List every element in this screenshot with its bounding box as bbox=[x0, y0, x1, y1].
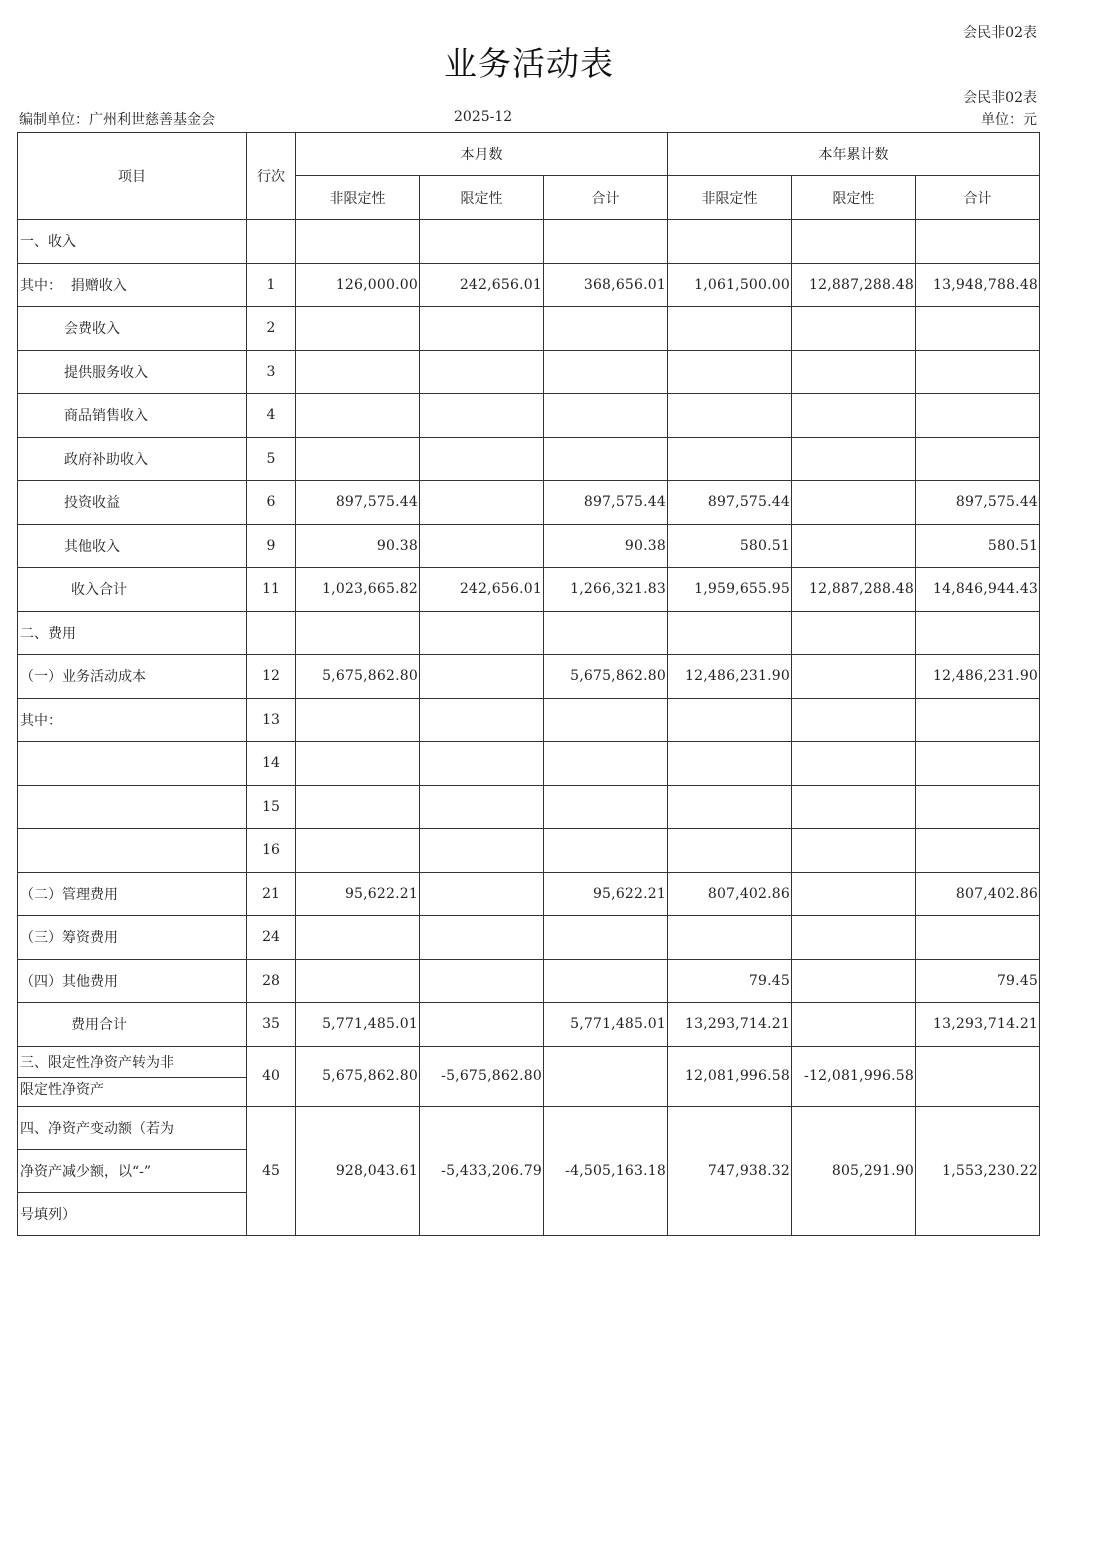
cell-year-unrestricted: 1,959,655.95 bbox=[668, 568, 792, 612]
cell-month-restricted: -5,433,206.79 bbox=[420, 1106, 544, 1236]
header-month-unrestricted: 非限定性 bbox=[296, 176, 420, 220]
cell-year-unrestricted: 13,293,714.21 bbox=[668, 1003, 792, 1047]
table-row bbox=[18, 785, 1040, 829]
cell-year-restricted bbox=[792, 655, 916, 699]
table-row bbox=[18, 742, 1040, 786]
table-row bbox=[18, 481, 1040, 525]
cell-month-restricted bbox=[420, 872, 544, 916]
table-row bbox=[18, 307, 1040, 351]
row-line-no: 35 bbox=[247, 1003, 296, 1047]
cell-month-restricted bbox=[420, 829, 544, 873]
cell-year-unrestricted bbox=[668, 611, 792, 655]
cell-month-restricted: 242,656.01 bbox=[420, 263, 544, 307]
cell-year-total: 79.45 bbox=[916, 959, 1040, 1003]
cell-month-unrestricted bbox=[296, 350, 420, 394]
table-row bbox=[18, 872, 1040, 916]
table-row-net-asset-change bbox=[18, 1106, 1040, 1149]
cell-year-unrestricted bbox=[668, 220, 792, 264]
row-line-no: 3 bbox=[247, 350, 296, 394]
row-label-line1: 四、净资产变动额（若为 bbox=[18, 1106, 247, 1149]
row-label bbox=[18, 742, 247, 786]
unit-label: 单位：元 bbox=[981, 112, 1037, 128]
row-label: 其中： bbox=[18, 698, 247, 742]
row-label: 费用合计 bbox=[18, 1003, 247, 1047]
row-line-no: 4 bbox=[247, 394, 296, 438]
table-row bbox=[18, 611, 1040, 655]
header-year-to-date: 本年累计数 bbox=[668, 133, 1040, 176]
cell-month-total: 5,675,862.80 bbox=[544, 655, 668, 699]
cell-year-unrestricted: 897,575.44 bbox=[668, 481, 792, 525]
cell-year-unrestricted bbox=[668, 437, 792, 481]
cell-month-restricted bbox=[420, 1003, 544, 1047]
row-line-no: 5 bbox=[247, 437, 296, 481]
cell-year-total bbox=[916, 394, 1040, 438]
row-line-no: 6 bbox=[247, 481, 296, 525]
cell-year-unrestricted bbox=[668, 829, 792, 873]
cell-year-total: 13,948,788.48 bbox=[916, 263, 1040, 307]
header-item: 项目 bbox=[18, 133, 247, 220]
cell-month-restricted bbox=[420, 481, 544, 525]
row-line-no: 1 bbox=[247, 263, 296, 307]
cell-year-total bbox=[916, 220, 1040, 264]
cell-month-restricted bbox=[420, 698, 544, 742]
table-row bbox=[18, 829, 1040, 873]
row-label: 其中： 捐赠收入 bbox=[18, 263, 247, 307]
cell-month-unrestricted bbox=[296, 959, 420, 1003]
cell-month-total bbox=[544, 220, 668, 264]
row-line-no: 13 bbox=[247, 698, 296, 742]
cell-month-restricted bbox=[420, 655, 544, 699]
cell-year-total: 12,486,231.90 bbox=[916, 655, 1040, 699]
table-row bbox=[18, 437, 1040, 481]
cell-month-unrestricted: 95,622.21 bbox=[296, 872, 420, 916]
table-row-expense-total bbox=[18, 1003, 1040, 1047]
cell-year-restricted bbox=[792, 698, 916, 742]
cell-year-total bbox=[916, 307, 1040, 351]
cell-month-total bbox=[544, 307, 668, 351]
row-label: （一）业务活动成本 bbox=[18, 655, 247, 699]
cell-year-restricted bbox=[792, 524, 916, 568]
cell-month-total: 897,575.44 bbox=[544, 481, 668, 525]
row-label bbox=[18, 829, 247, 873]
cell-year-total bbox=[916, 611, 1040, 655]
row-line-no: 2 bbox=[247, 307, 296, 351]
cell-year-unrestricted: 580.51 bbox=[668, 524, 792, 568]
cell-year-restricted bbox=[792, 959, 916, 1003]
table-row bbox=[18, 698, 1040, 742]
cell-month-restricted bbox=[420, 437, 544, 481]
report-period: 2025-12 bbox=[454, 109, 513, 125]
row-label: 商品销售收入 bbox=[18, 394, 247, 438]
cell-month-unrestricted bbox=[296, 611, 420, 655]
cell-month-restricted bbox=[420, 350, 544, 394]
cell-year-restricted bbox=[792, 829, 916, 873]
row-label: 投资收益 bbox=[18, 481, 247, 525]
row-label bbox=[18, 785, 247, 829]
header-year-unrestricted: 非限定性 bbox=[668, 176, 792, 220]
form-code-top: 会民非02表 bbox=[963, 25, 1037, 41]
cell-month-restricted: -5,675,862.80 bbox=[420, 1046, 544, 1106]
cell-month-total bbox=[544, 611, 668, 655]
cell-month-unrestricted bbox=[296, 785, 420, 829]
cell-year-unrestricted: 747,938.32 bbox=[668, 1106, 792, 1236]
cell-month-total: 1,266,321.83 bbox=[544, 568, 668, 612]
row-line-no: 21 bbox=[247, 872, 296, 916]
cell-month-unrestricted: 90.38 bbox=[296, 524, 420, 568]
cell-year-total bbox=[916, 350, 1040, 394]
cell-month-total bbox=[544, 437, 668, 481]
cell-month-restricted bbox=[420, 394, 544, 438]
cell-year-unrestricted bbox=[668, 785, 792, 829]
cell-year-restricted bbox=[792, 742, 916, 786]
row-line-no: 9 bbox=[247, 524, 296, 568]
row-label: 提供服务收入 bbox=[18, 350, 247, 394]
cell-year-total: 580.51 bbox=[916, 524, 1040, 568]
cell-year-total: 14,846,944.43 bbox=[916, 568, 1040, 612]
cell-month-total bbox=[544, 829, 668, 873]
cell-year-unrestricted bbox=[668, 394, 792, 438]
row-label: （二）管理费用 bbox=[18, 872, 247, 916]
cell-year-unrestricted bbox=[668, 350, 792, 394]
cell-month-unrestricted bbox=[296, 307, 420, 351]
cell-month-unrestricted bbox=[296, 742, 420, 786]
row-line-no: 12 bbox=[247, 655, 296, 699]
cell-year-restricted: 12,887,288.48 bbox=[792, 263, 916, 307]
cell-year-restricted bbox=[792, 785, 916, 829]
header-month-restricted: 限定性 bbox=[420, 176, 544, 220]
org-label: 编制单位：广州利世慈善基金会 bbox=[19, 112, 215, 128]
cell-month-restricted bbox=[420, 742, 544, 786]
row-line-no: 11 bbox=[247, 568, 296, 612]
cell-month-unrestricted: 5,675,862.80 bbox=[296, 655, 420, 699]
cell-month-restricted bbox=[420, 220, 544, 264]
cell-month-unrestricted bbox=[296, 220, 420, 264]
row-label-line1: 三、限定性净资产转为非 bbox=[18, 1046, 247, 1077]
row-line-no bbox=[247, 220, 296, 264]
cell-year-restricted: 805,291.90 bbox=[792, 1106, 916, 1236]
cell-month-total bbox=[544, 959, 668, 1003]
cell-month-total bbox=[544, 394, 668, 438]
row-line-no: 40 bbox=[247, 1046, 296, 1106]
cell-year-unrestricted bbox=[668, 916, 792, 960]
business-activity-table bbox=[17, 132, 1040, 1236]
cell-year-restricted bbox=[792, 220, 916, 264]
cell-month-restricted bbox=[420, 307, 544, 351]
cell-year-restricted bbox=[792, 437, 916, 481]
cell-month-total: 95,622.21 bbox=[544, 872, 668, 916]
row-label: 会费收入 bbox=[18, 307, 247, 351]
cell-year-unrestricted bbox=[668, 307, 792, 351]
cell-month-total bbox=[544, 1046, 668, 1106]
row-label: （三）筹资费用 bbox=[18, 916, 247, 960]
row-label: 收入合计 bbox=[18, 568, 247, 612]
cell-year-restricted bbox=[792, 307, 916, 351]
cell-year-restricted: 12,887,288.48 bbox=[792, 568, 916, 612]
cell-month-unrestricted: 5,675,862.80 bbox=[296, 1046, 420, 1106]
cell-month-total: 368,656.01 bbox=[544, 263, 668, 307]
cell-year-unrestricted: 807,402.86 bbox=[668, 872, 792, 916]
cell-month-unrestricted bbox=[296, 437, 420, 481]
header-line-no: 行次 bbox=[247, 133, 296, 220]
cell-month-total: 5,771,485.01 bbox=[544, 1003, 668, 1047]
table-row bbox=[18, 655, 1040, 699]
cell-month-total bbox=[544, 350, 668, 394]
table-row bbox=[18, 350, 1040, 394]
cell-year-unrestricted bbox=[668, 698, 792, 742]
header-year-total: 合计 bbox=[916, 176, 1040, 220]
cell-month-total: 90.38 bbox=[544, 524, 668, 568]
cell-year-total bbox=[916, 437, 1040, 481]
row-line-no: 28 bbox=[247, 959, 296, 1003]
cell-month-total bbox=[544, 916, 668, 960]
cell-year-unrestricted bbox=[668, 742, 792, 786]
cell-year-unrestricted: 79.45 bbox=[668, 959, 792, 1003]
cell-year-unrestricted: 12,486,231.90 bbox=[668, 655, 792, 699]
cell-year-total bbox=[916, 916, 1040, 960]
header-current-month: 本月数 bbox=[296, 133, 668, 176]
table-row bbox=[18, 959, 1040, 1003]
cell-month-restricted bbox=[420, 785, 544, 829]
header-year-restricted: 限定性 bbox=[792, 176, 916, 220]
cell-month-unrestricted bbox=[296, 829, 420, 873]
table-row bbox=[18, 263, 1040, 307]
table-row bbox=[18, 916, 1040, 960]
form-code: 会民非02表 bbox=[963, 90, 1037, 106]
row-line-no bbox=[247, 611, 296, 655]
cell-month-unrestricted: 5,771,485.01 bbox=[296, 1003, 420, 1047]
cell-year-unrestricted: 1,061,500.00 bbox=[668, 263, 792, 307]
cell-month-total bbox=[544, 742, 668, 786]
row-line-no: 16 bbox=[247, 829, 296, 873]
cell-month-unrestricted: 897,575.44 bbox=[296, 481, 420, 525]
row-label: 其他收入 bbox=[18, 524, 247, 568]
cell-month-restricted bbox=[420, 916, 544, 960]
cell-year-total: 897,575.44 bbox=[916, 481, 1040, 525]
cell-month-restricted bbox=[420, 524, 544, 568]
cell-month-unrestricted bbox=[296, 394, 420, 438]
cell-month-unrestricted: 928,043.61 bbox=[296, 1106, 420, 1236]
row-label: 二、费用 bbox=[18, 611, 247, 655]
cell-month-unrestricted: 126,000.00 bbox=[296, 263, 420, 307]
cell-year-total bbox=[916, 785, 1040, 829]
table-row-restricted-transfer bbox=[18, 1046, 1040, 1077]
cell-month-restricted bbox=[420, 611, 544, 655]
cell-year-total bbox=[916, 698, 1040, 742]
cell-month-unrestricted bbox=[296, 698, 420, 742]
cell-year-total bbox=[916, 1046, 1040, 1106]
row-label-line2: 限定性净资产 bbox=[18, 1077, 247, 1106]
cell-year-total: 1,553,230.22 bbox=[916, 1106, 1040, 1236]
cell-month-total: -4,505,163.18 bbox=[544, 1106, 668, 1236]
row-label-line2: 净资产减少额，以“-” bbox=[18, 1149, 247, 1192]
cell-month-unrestricted: 1,023,665.82 bbox=[296, 568, 420, 612]
cell-year-restricted bbox=[792, 611, 916, 655]
cell-year-total bbox=[916, 742, 1040, 786]
row-line-no: 15 bbox=[247, 785, 296, 829]
row-line-no: 14 bbox=[247, 742, 296, 786]
row-line-no: 24 bbox=[247, 916, 296, 960]
cell-year-restricted bbox=[792, 481, 916, 525]
cell-year-restricted bbox=[792, 1003, 916, 1047]
cell-year-restricted: -12,081,996.58 bbox=[792, 1046, 916, 1106]
cell-month-unrestricted bbox=[296, 916, 420, 960]
cell-year-restricted bbox=[792, 394, 916, 438]
cell-year-total bbox=[916, 829, 1040, 873]
row-line-no: 45 bbox=[247, 1106, 296, 1236]
row-label: 政府补助收入 bbox=[18, 437, 247, 481]
cell-year-restricted bbox=[792, 350, 916, 394]
row-label: 一、收入 bbox=[18, 220, 247, 264]
header-month-total: 合计 bbox=[544, 176, 668, 220]
table-row bbox=[18, 220, 1040, 264]
row-label: （四）其他费用 bbox=[18, 959, 247, 1003]
page-title: 业务活动表 bbox=[444, 44, 614, 83]
row-label-line3: 号填列） bbox=[18, 1193, 247, 1236]
table-row-income-total bbox=[18, 568, 1040, 612]
cell-month-restricted bbox=[420, 959, 544, 1003]
cell-month-total bbox=[544, 785, 668, 829]
cell-year-total: 13,293,714.21 bbox=[916, 1003, 1040, 1047]
cell-year-unrestricted: 12,081,996.58 bbox=[668, 1046, 792, 1106]
cell-year-restricted bbox=[792, 916, 916, 960]
table-row bbox=[18, 394, 1040, 438]
cell-month-restricted: 242,656.01 bbox=[420, 568, 544, 612]
cell-month-total bbox=[544, 698, 668, 742]
table-row bbox=[18, 524, 1040, 568]
cell-year-restricted bbox=[792, 872, 916, 916]
cell-year-total: 807,402.86 bbox=[916, 872, 1040, 916]
